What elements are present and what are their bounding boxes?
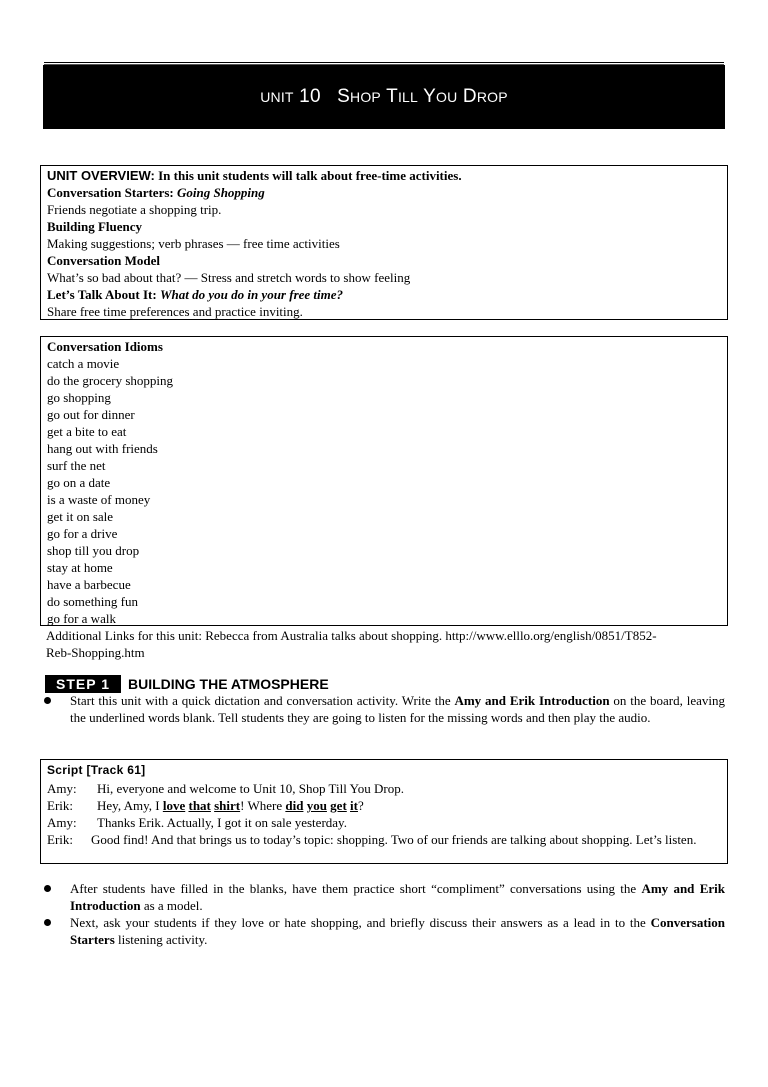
bullet-icon: [44, 697, 51, 704]
overview-intro-line: [47, 167, 462, 184]
title-word-3: YOU: [423, 86, 458, 107]
lets-talk-value: What do you do in your free time?: [159, 287, 344, 302]
additional-links-line2[interactable]: Reb-Shopping.htm: [46, 645, 145, 660]
conversation-idioms-box: [40, 336, 728, 626]
lets-talk-line: [47, 286, 343, 303]
idiom-item: have a barbecue: [47, 577, 131, 592]
building-fluency-desc: Making suggestions; verb phrases — free time activities: [47, 236, 340, 251]
bullet-icon: [44, 919, 51, 926]
title-word-2: TILL: [386, 86, 418, 107]
unit-header-banner: [44, 66, 724, 128]
follow-up-instruction-2: Next, ask your students if they love or hate shopping, and briefly discuss their answers as a lead in to the Conversation Starters listening activity.: [70, 915, 725, 947]
script-line: Amy: Hi, everyone and welcome to Unit 10, Shop Till You Drop.: [47, 781, 404, 796]
idiom-item: get it on sale: [47, 509, 114, 524]
idiom-item: go on a date: [47, 475, 111, 490]
idiom-item: go for a drive: [47, 526, 118, 541]
idiom-item: go out for dinner: [47, 407, 135, 422]
step-1-title: BUILDING THE ATMOSPHERE: [128, 676, 329, 692]
conversation-model-desc: What’s so bad about that? — Stress and stretch words to show feeling: [47, 270, 411, 285]
step-1-badge: STEP 1: [45, 675, 121, 693]
conversation-starters-label: Conversation Starters:: [47, 185, 177, 200]
unit-title: [44, 86, 724, 108]
script-line: Erik: Hey, Amy, I love that shirt! Where did you get it?: [47, 798, 364, 813]
additional-links-line1[interactable]: Additional Links for this unit: Rebecca from Australia talks about shopping. http://www.elllo.org/english/0851/T852-: [46, 628, 657, 643]
header-rule: [44, 62, 724, 63]
idioms-heading: Conversation Idioms: [47, 339, 163, 354]
idiom-item: stay at home: [47, 560, 113, 575]
script-line: Amy: Thanks Erik. Actually, I got it on sale yesterday.: [47, 815, 347, 830]
idiom-item: do the grocery shopping: [47, 373, 174, 388]
additional-links: [46, 627, 726, 661]
title-word-4: DROP: [462, 86, 508, 107]
script-heading: Script [Track 61]: [47, 763, 146, 777]
idiom-item: get a bite to eat: [47, 424, 127, 439]
idiom-item: go shopping: [47, 390, 111, 405]
lets-talk-desc: Share free time preferences and practice inviting.: [47, 304, 303, 319]
idiom-item: catch a movie: [47, 356, 120, 371]
idiom-item: is a waste of money: [47, 492, 151, 507]
unit-number: 10: [299, 86, 321, 107]
title-word-1: SHOP: [337, 86, 381, 107]
overview-intro: In this unit students will talk about free-time activities.: [154, 168, 462, 183]
idiom-item: do something fun: [47, 594, 138, 609]
conversation-starters-value: Going Shopping: [176, 185, 265, 200]
idiom-item: surf the net: [47, 458, 106, 473]
building-fluency-label: Building Fluency: [47, 219, 142, 234]
idiom-item: hang out with friends: [47, 441, 158, 456]
conversation-starters-line: [47, 184, 265, 201]
lets-talk-label: Let’s Talk About It:: [47, 287, 160, 302]
script-line: Erik: Good find! And that brings us to today’s topic: shopping. Two of our friends are talking about shopping. Let’s listen.: [47, 832, 697, 847]
script-box: [40, 759, 728, 864]
unit-label: UNIT: [260, 89, 294, 105]
overview-heading: UNIT OVERVIEW:: [47, 168, 155, 183]
bullet-icon: [44, 885, 51, 892]
unit-overview-box: [40, 165, 728, 320]
idiom-item: shop till you drop: [47, 543, 140, 558]
conversation-model-label: Conversation Model: [47, 253, 161, 268]
idiom-item: go for a walk: [47, 611, 116, 626]
follow-up-instruction-1: After students have filled in the blanks, have them practice short “compliment” conversations using the Amy and Erik Introduction as a model.: [70, 881, 725, 913]
step-1-instruction: Start this unit with a quick dictation and conversation activity. Write the Amy and Erik Introduction on the board, leaving the underlined words blank. Tell students they are going to listen for the missing words and then play the audio.: [70, 693, 726, 725]
conversation-starters-desc: Friends negotiate a shopping trip.: [47, 202, 222, 217]
